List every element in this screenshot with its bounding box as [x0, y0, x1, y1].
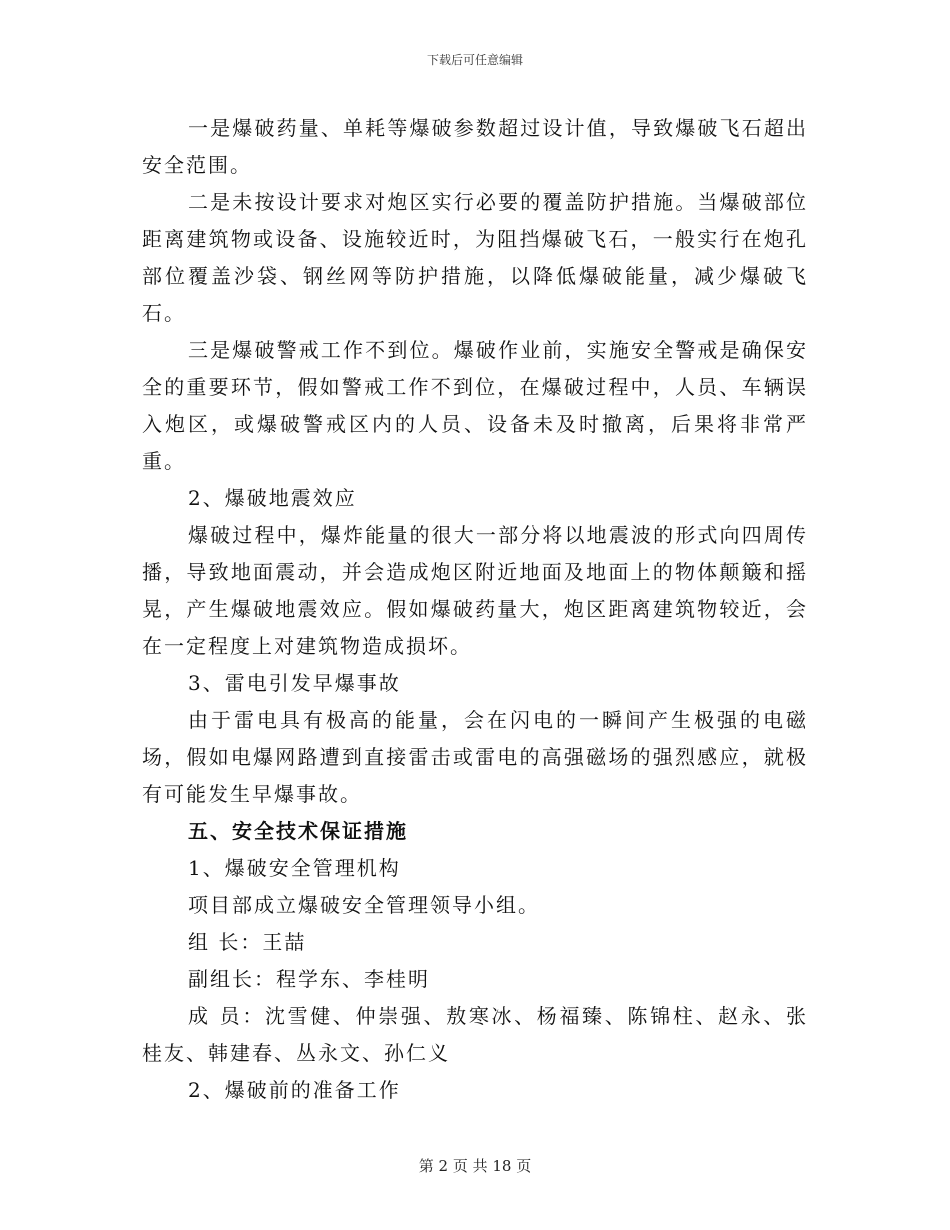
paragraph-flyrock-cause-2: 二是未按设计要求对炮区实行必要的覆盖防护措施。当爆破部位距离建筑物或设备、设施较近时，为阻挡爆破飞石，一般实行在炮孔部位覆盖沙袋、钢丝网等防护措施，以降低爆破能量，减少爆破飞石。	[142, 190, 808, 325]
subheading-lightning: 3、雷电引发早爆事故	[188, 671, 401, 695]
paragraph-lightning: 由于雷电具有极高的能量，会在闪电的一瞬间产生极强的电磁场，假如电爆网路遭到直接雷击或雷电的高强磁场的强烈感应，就极有可能发生早爆事故。	[142, 708, 808, 806]
page-header: 下载后可任意编辑	[426, 53, 523, 67]
line-group-leader: 组 长：王喆	[188, 930, 307, 954]
line-members: 成 员：沈雪健、仲崇强、敖寒冰、杨福臻、陈锦柱、赵永、张桂友、韩建春、丛永文、孙仁义	[142, 1004, 808, 1065]
line-deputy-leader: 副组长：程学东、李桂明	[188, 967, 430, 991]
paragraph-flyrock-cause-1: 一是爆破药量、单耗等爆破参数超过设计值，导致爆破飞石超出安全范围。	[142, 116, 808, 177]
subheading-seismic-effect: 2、爆破地震效应	[188, 486, 357, 510]
paragraph-seismic-effect: 爆破过程中，爆炸能量的很大一部分将以地震波的形式向四周传播，导致地面震动，并会造成炮区附近地面及地面上的物体颠簸和摇晃，产生爆破地震效应。假如爆破药量大，炮区距离建筑物较近，会在一定程度上对建筑物造成损坏。	[142, 523, 808, 658]
paragraph-leading-group: 项目部成立爆破安全管理领导小组。	[188, 893, 540, 917]
paragraph-flyrock-cause-3: 三是爆破警戒工作不到位。爆破作业前，实施安全警戒是确保安全的重要环节，假如警戒工作不到位，在爆破过程中，人员、车辆误入炮区，或爆破警戒区内的人员、设备未及时撤离，后果将非常严重。	[142, 338, 808, 473]
document-body	[142, 110, 808, 1109]
section-heading-safety-measures: 五、安全技术保证措施	[188, 819, 408, 843]
subheading-management-org: 1、爆破安全管理机构	[188, 856, 401, 880]
subheading-preparation: 2、爆破前的准备工作	[188, 1078, 401, 1102]
page-footer: 第 2 页 共 18 页	[418, 1157, 532, 1175]
